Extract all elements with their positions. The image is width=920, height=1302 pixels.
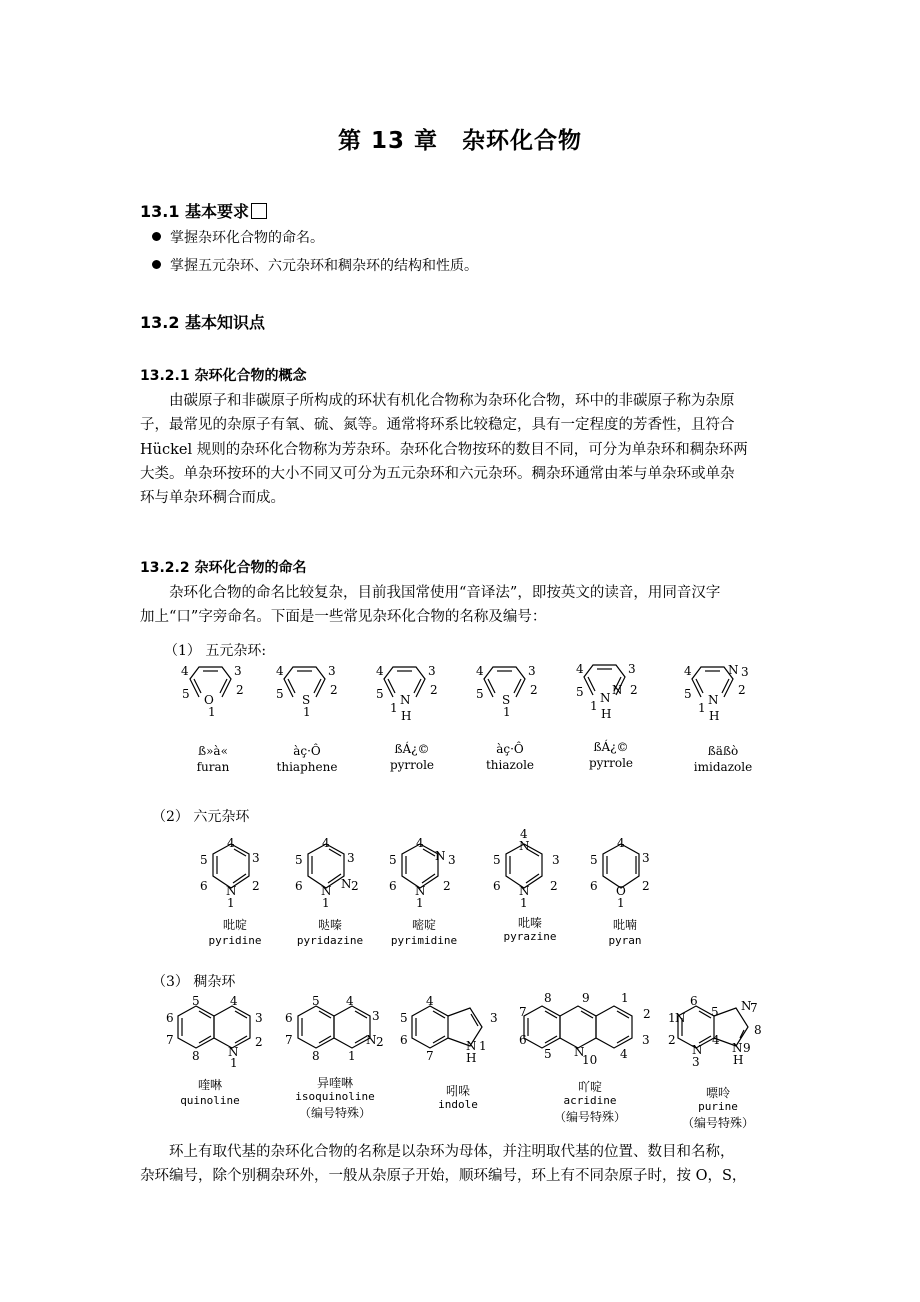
pyrazole-structure: N N 1 H 2 3 4 5 ßÁ¿© pyrrole: [572, 660, 652, 770]
isoquinoline-structure: 5 4 3 N 2 1 8 7 6 异喹啉 isoquinoline （编号特殊）: [280, 994, 390, 1118]
section-heading-13-2: 13.2 基本知识点: [140, 313, 266, 332]
closing-paragraph: 环上有取代基的杂环化合物的名称是以杂环为母体，并注明取代基的位置、数目和名称， 杂环编号，除个别稠杂环外，一般从杂原子开始，顺环编号，环上有不同杂原子时，按 O，S，: [140, 1144, 747, 1185]
naming-paragraph: 杂环化合物的命名比较复杂，目前我国常使用“音译法”，即按英文的读音，用同音汉字 加上“口”字旁命名。下面是一些常见杂环化合物的名称及编号：: [140, 585, 721, 626]
bullet-icon: [152, 232, 161, 241]
bullet-item: 掌握杂环化合物的命名。: [152, 227, 324, 247]
furan-structure: O 1 2 3 4 5 ß»à« furan: [178, 662, 248, 772]
pyrimidine-structure: 4 N 3 2 N 1 6 5 嘧啶 pyrimidine: [384, 834, 464, 950]
chapter-title: 第 13 章 杂环化合物: [337, 128, 583, 154]
six-membered-label: （2） 六元杂环: [152, 809, 250, 825]
concept-paragraph: 由碳原子和非碳原子所构成的环状有机化合物称为杂环化合物，环中的非碳原子称为杂原 子，最常见的杂原子有氧、硫、氮等。通常将环系比较稳定，具有一定程度的芳香性，且符合 Hückel 规则的杂环化合物称为芳杂环。杂环化合物按环的数目不同，可分为单杂环和稠杂环两 大类。单杂环按环的大小不同又可分为五元杂环和六元杂环。稠杂环通常由苯与单杂环或单杂 环与单杂环稠合而成。: [140, 393, 748, 507]
bullet-item: 掌握五元杂环、六元杂环和稠杂环的结构和性质。: [152, 255, 478, 275]
imidazole-structure: N N 1 H 2 3 4 5 ßäßò imidazole: [680, 662, 760, 772]
thiaphene-structure: S 1 2 3 4 5 àç·Ô thiaphene: [272, 662, 342, 772]
quinoline-structure: 5 4 3 2 N 1 8 7 6 喹啉 quinoline: [160, 994, 270, 1112]
purine-structure: 6 1 N 5 N 7 8 N 9 H 4 N 3 2 嘌呤 purine （编号特殊）: [668, 994, 778, 1128]
five-membered-label: （1） 五元杂环:: [164, 643, 267, 659]
section-heading-13-1: 13.1 基本要求: [140, 199, 267, 222]
indole-ring-diagram: [400, 994, 510, 1064]
checkbox-glyph: [251, 203, 267, 219]
pyran-structure: 4 3 2 O 1 6 5 吡喃 pyran: [585, 834, 665, 950]
subsection-heading-13-2-1: 13.2.1 杂环化合物的概念: [140, 368, 307, 384]
pyrazine-structure: 4 N 3 2 N 1 6 5 吡嗪 pyrazine: [488, 826, 568, 942]
acridine-structure: 8 9 1 2 3 4 N 10 5 6 7 吖啶 acridine （编号特殊）: [515, 990, 665, 1122]
bullet-icon: [152, 260, 161, 269]
pyrrole-structure: N 1 H 2 3 4 5 ßÁ¿© pyrrole: [372, 662, 452, 772]
indole-structure: 4 3 N 1 H 7 6 5 吲哚 indole: [400, 994, 510, 1118]
pyridine-structure: 4 3 2 N 1 6 5 吡啶 pyridine: [195, 834, 275, 950]
fused-ring-label: （3） 稠杂环: [152, 974, 236, 990]
isoquinoline-ring-diagram: [280, 994, 390, 1064]
quinoline-ring-diagram: [160, 994, 270, 1064]
thiazole-structure: S 1 2 3 4 5 àç·Ô thiazole: [472, 662, 552, 772]
pyridazine-structure: 4 3 N 2 N 1 6 5 哒嗪 pyridazine: [290, 834, 370, 950]
subsection-heading-13-2-2: 13.2.2 杂环化合物的命名: [140, 560, 307, 576]
